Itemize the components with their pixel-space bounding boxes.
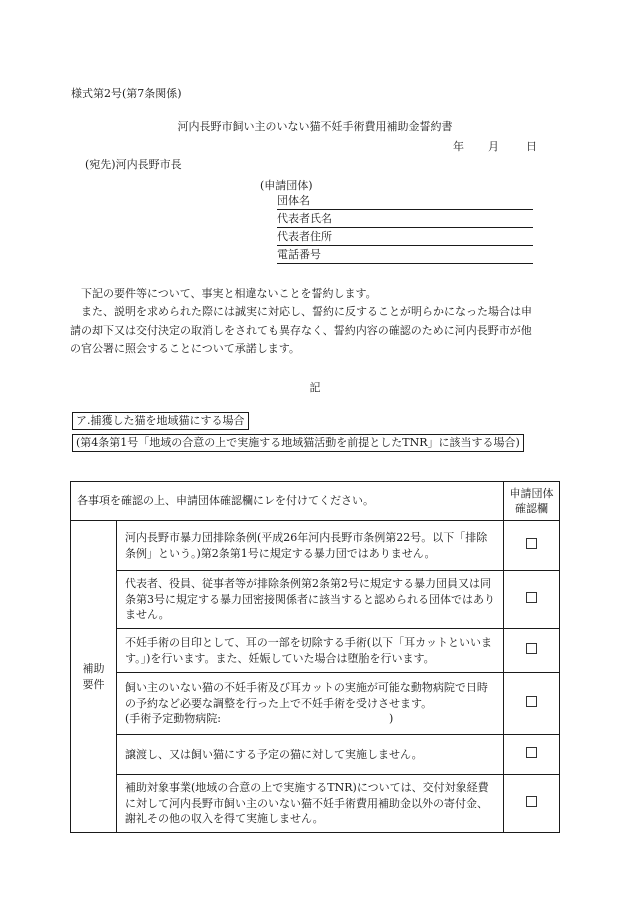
table-row — [71, 629, 560, 673]
date-day-label: 日 — [526, 140, 537, 153]
applicant-heading: (申請団体) — [260, 179, 313, 192]
hospital-label: (手術予定動物病院: — [125, 712, 221, 726]
table-row — [71, 735, 560, 775]
section-a-label: ア.捕獲した猫を地域猫にする場合 — [72, 412, 249, 430]
table-row — [71, 673, 560, 735]
checkbox-icon[interactable] — [526, 592, 537, 603]
checkbox-icon[interactable] — [526, 796, 537, 807]
requirements-table — [70, 481, 560, 833]
requirement-4-checkbox[interactable] — [504, 673, 560, 735]
category-cell — [71, 521, 117, 833]
table-header-row — [71, 482, 560, 521]
requirement-2-checkbox[interactable] — [504, 571, 560, 629]
addressee: (宛先)河内長野市長 — [85, 158, 182, 171]
confirm-column-header-line2: 確認欄 — [515, 502, 548, 515]
category-line2: 要件 — [82, 677, 105, 691]
requirement-3-checkbox[interactable] — [504, 629, 560, 673]
checkbox-icon[interactable] — [526, 538, 537, 549]
ki-heading: 記 — [309, 381, 321, 394]
checkbox-icon[interactable] — [526, 696, 537, 707]
pledge-paragraph-2: また、説明を求められた際には誠実に対応し、誓約に反することが明らかになった場合は申請の却下又は交付決定の取消しをされても異存なく、誓約内容の確認のために河内長野市が他の官公署に照会することについて承諾します。 — [70, 305, 532, 356]
organization-name-field[interactable]: 団体名 — [277, 193, 533, 210]
form-number: 様式第2号(第7条関係) — [71, 87, 182, 100]
phone-number-field[interactable]: 電話番号 — [277, 247, 533, 264]
requirement-6: 補助対象事業(地域の合意の上で実施するTNR)については、交付対象経費に対して河内長野市飼い主のいない猫不妊手術費用補助金以外の寄付金、謝礼その他の収入を得て実施しません。 — [117, 775, 504, 833]
requirement-4 — [117, 673, 504, 735]
date-year-label: 年 — [453, 140, 464, 153]
checkbox-icon[interactable] — [526, 643, 537, 654]
confirm-column-header — [504, 482, 560, 521]
requirement-1: 河内長野市暴力団排除条例(平成26年河内長野市条例第22号。以下「排除条例」という。)第2条第1号に規定する暴力団ではありません。 — [117, 521, 504, 571]
date-month-label: 月 — [488, 140, 499, 153]
representative-name-field[interactable]: 代表者氏名 — [277, 211, 533, 228]
requirement-6-checkbox[interactable] — [504, 775, 560, 833]
table-row — [71, 521, 560, 571]
requirement-2: 代表者、役員、従事者等が排除条例第2条第2号に規定する暴力団員又は同条第3号に規定する暴力団密接関係者に該当すると認められる団体ではありません。 — [117, 571, 504, 629]
representative-address-field[interactable]: 代表者住所 — [277, 229, 533, 246]
confirm-column-header-line1: 申請団体 — [509, 486, 554, 500]
checkbox-icon[interactable] — [526, 747, 537, 758]
requirement-4-text: 飼い主のいない猫の不妊手術及び耳カットの実施が可能な動物病院で日時の予約など必要な調整を行った上で不妊手術を受けさせます。 — [125, 681, 488, 710]
table-row — [71, 571, 560, 629]
requirement-1-checkbox[interactable] — [504, 521, 560, 571]
hospital-close-paren: ) — [389, 712, 394, 726]
table-row — [71, 775, 560, 833]
category-line1: 補助 — [82, 662, 105, 675]
requirement-5-checkbox[interactable] — [504, 735, 560, 775]
pledge-paragraph-1: 下記の要件等について、事実と相違ないことを誓約します。 — [81, 287, 377, 300]
requirement-3: 不妊手術の目印として、耳の一部を切除する手術(以下「耳カットといいます。」)を行います。また、妊娠していた場合は堕胎を行います。 — [117, 629, 504, 673]
document-title: 河内長野市飼い主のいない猫不妊手術費用補助金誓約書 — [177, 120, 453, 133]
requirement-5: 譲渡し、又は飼い猫にする予定の猫に対して実施しません。 — [117, 735, 504, 775]
section-a-note: (第4条第1号「地域の合意の上で実施する地域猫活動を前提としたTNR」に該当する場合) — [72, 434, 524, 452]
table-instruction: 各事項を確認の上、申請団体確認欄にレを付けてください。 — [71, 482, 504, 521]
